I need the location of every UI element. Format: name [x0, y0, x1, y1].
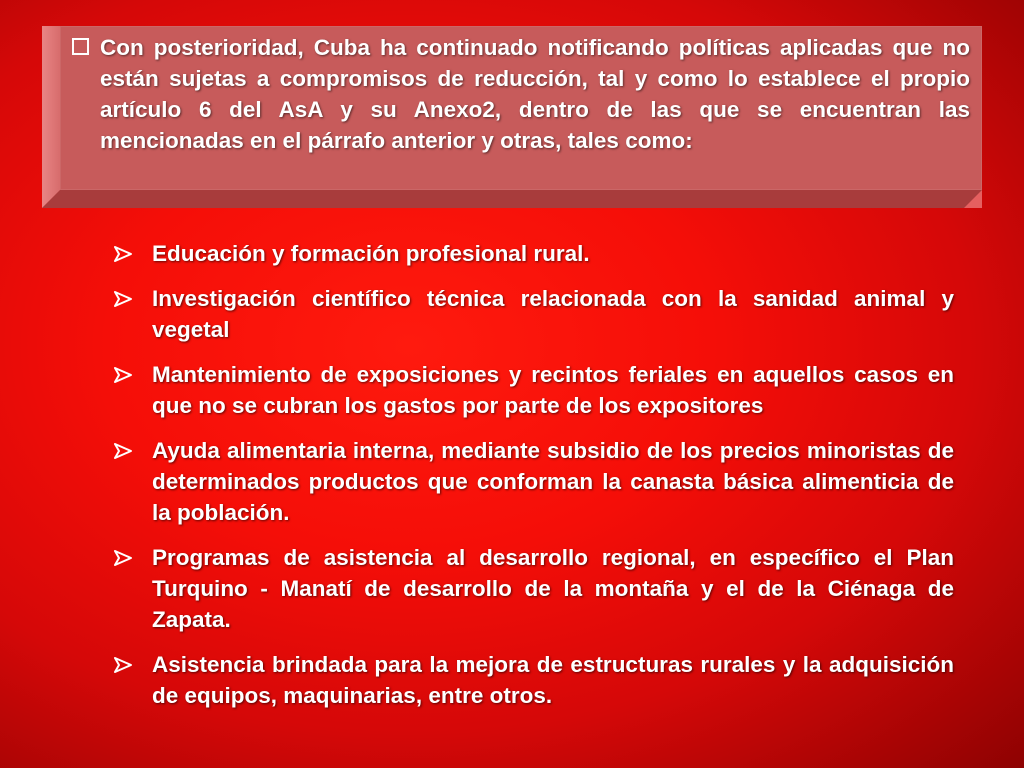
list-item: [114, 238, 954, 269]
arrow-bullet-icon: [114, 443, 134, 459]
arrow-bullet-icon: [114, 291, 134, 307]
list-item: [114, 435, 954, 528]
list-item: [114, 359, 954, 421]
list-item-text: Educación y formación profesional rural.: [152, 241, 590, 266]
intro-box-bevel-bottom: [42, 190, 982, 208]
arrow-bullet-icon: [114, 367, 134, 383]
arrow-bullet-icon: [114, 550, 134, 566]
arrow-bullet-icon: [114, 246, 134, 262]
list-item-text: Mantenimiento de exposiciones y recintos feriales en aquellos casos en que no se cubran los gastos por parte de los expositores: [152, 362, 954, 418]
hollow-square-bullet-icon: [72, 38, 89, 55]
arrow-bullet-icon: [114, 657, 134, 673]
list-item: [114, 283, 954, 345]
list-item: [114, 542, 954, 635]
list-item-text: Ayuda alimentaria interna, mediante subsidio de los precios minoristas de determinados productos que conforman la canasta básica alimenticia de la población.: [152, 438, 954, 525]
intro-text: Con posterioridad, Cuba ha continuado notificando políticas aplicadas que no están sujetas a compromisos de reducción, tal y como lo establece el propio artículo 6 del AsA y su Anexo2, dentro de las que se encuentran las mencionadas en el párrafo anterior y otras, tales como:: [100, 35, 970, 153]
bullet-list: [114, 238, 954, 725]
list-item-text: Asistencia brindada para la mejora de estructuras rurales y la adquisición de equipos, maquinarias, entre otros.: [152, 652, 954, 708]
list-item-text: Investigación científico técnica relacionada con la sanidad animal y vegetal: [152, 286, 954, 342]
list-item: [114, 649, 954, 711]
list-item-text: Programas de asistencia al desarrollo regional, en específico el Plan Turquino - Manatí de desarrollo de la montaña y el de la Ciénaga de Zapata.: [152, 545, 954, 632]
intro-box-bevel-left: [42, 26, 60, 208]
